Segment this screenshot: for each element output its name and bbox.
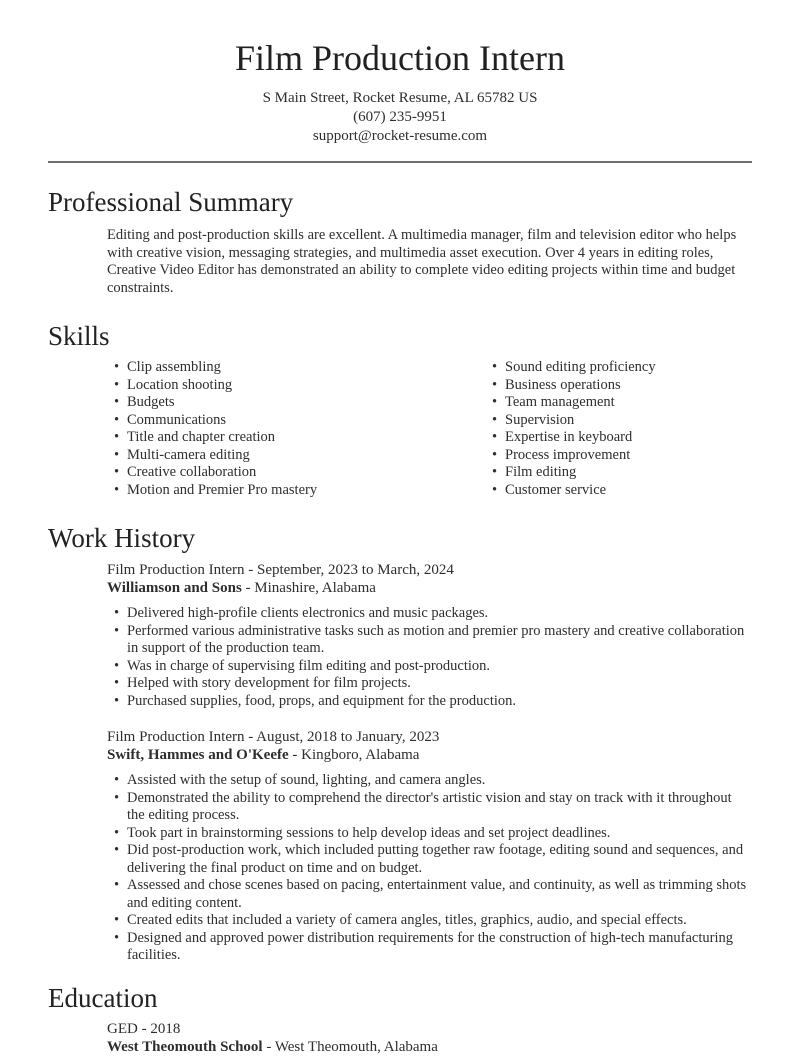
skill-item: • Film editing: [485, 464, 752, 482]
job-bullet: • Created edits that included a variety of camera angles, titles, graphics, audio, and special effects.: [107, 912, 752, 930]
job-bullet: • Demonstrated the ability to comprehend the director's artistic vision and stay on track with it throughout the editing process.: [107, 790, 752, 825]
contact-info: [48, 89, 752, 146]
section-skills: [48, 319, 752, 499]
job-bullet: • Assessed and chose scenes based on pacing, entertainment value, and continuity, as well as trimming shots and editing content.: [107, 877, 752, 912]
job-location: - Kingboro, Alabama: [292, 747, 420, 763]
education-location: - West Theomouth, Alabama: [266, 1038, 438, 1055]
job-entry-1: [48, 561, 752, 710]
job-company-line: [107, 746, 752, 764]
skill-item: • Customer service: [485, 482, 752, 500]
job-company: Swift, Hammes and O'Keefe: [107, 747, 289, 763]
skill-item: • Business operations: [485, 377, 752, 395]
job-header: [107, 728, 752, 764]
skill-item: • Location shooting: [107, 377, 426, 395]
job-company: Williamson and Sons: [107, 580, 242, 596]
section-education: [48, 981, 752, 1056]
resume-header: [48, 36, 752, 163]
job-title-line: Film Production Intern - August, 2018 to January, 2023: [107, 729, 440, 745]
skill-item: • Supervision: [485, 412, 752, 430]
job-bullet: • Delivered high-profile clients electronics and music packages.: [107, 605, 752, 623]
job-title-line: Film Production Intern - September, 2023 to March, 2024: [107, 562, 454, 578]
job-bullet: • Purchased supplies, food, props, and equipment for the production.: [107, 693, 752, 711]
job-entry-2: [48, 728, 752, 965]
skill-item: • Communications: [107, 412, 426, 430]
summary-text: Editing and post-production skills are excellent. A multimedia manager, film and television editor who helps with creative vision, messaging strategies, and multimedia asset execution. Over 4 years in editing roles, Creative Video Editor has demonstrated an ability to complete video editing projects within time and budget constraints.: [107, 227, 737, 296]
section-heading-work-history: Work History: [48, 523, 196, 553]
education-degree-line: GED - 2018: [107, 1020, 181, 1037]
skill-item: • Sound editing proficiency: [485, 359, 752, 377]
job-company-line: [107, 579, 752, 597]
job-bullet: • Assisted with the setup of sound, lighting, and camera angles.: [107, 772, 752, 790]
section-heading-education: Education: [48, 982, 158, 1013]
contact-phone: (607) 235-9951: [353, 109, 447, 125]
skill-item: • Process improvement: [485, 447, 752, 465]
education-school-line: [107, 1038, 752, 1056]
resume-title: Film Production Intern: [235, 38, 565, 78]
job-bullet: • Was in charge of supervising film editing and post-production.: [107, 658, 752, 676]
job-bullet: • Took part in brainstorming sessions to help develop ideas and set project deadlines.: [107, 825, 752, 843]
skills-columns: [48, 359, 752, 499]
education-school: West Theomouth School: [107, 1038, 263, 1055]
section-work-history: [48, 521, 752, 965]
header-divider: [48, 161, 752, 163]
skill-item: • Creative collaboration: [107, 464, 426, 482]
job-bullet: • Helped with story development for film projects.: [107, 675, 752, 693]
job-bullet: • Designed and approved power distribution requirements for the construction of high-tech manufacturing facilities.: [107, 930, 752, 965]
contact-email: support@rocket-resume.com: [312, 128, 488, 144]
skill-item: • Motion and Premier Pro mastery: [107, 482, 426, 500]
skills-column-right: [426, 359, 752, 499]
skill-item: • Expertise in keyboard: [485, 429, 752, 447]
job-bullet: • Did post-production work, which included putting together raw footage, editing sound and sequences, and delivering the final product on time and on budget.: [107, 842, 752, 877]
education-entry: [107, 1020, 752, 1056]
skill-item: • Multi-camera editing: [107, 447, 426, 465]
skills-column-left: [48, 359, 426, 499]
job-bullet-list: [48, 772, 752, 965]
contact-address: S Main Street, Rocket Resume, AL 65782 US: [262, 90, 538, 106]
job-location: - Minashire, Alabama: [245, 580, 376, 596]
job-bullet: • Performed various administrative tasks such as motion and premier pro mastery and creative collaboration in support of the production team.: [107, 623, 752, 658]
skill-item: • Clip assembling: [107, 359, 426, 377]
job-header: [107, 561, 752, 597]
job-bullet-list: [48, 605, 752, 710]
section-professional-summary: [48, 185, 752, 297]
skill-item: • Team management: [485, 394, 752, 412]
section-heading-skills: Skills: [48, 321, 110, 351]
section-heading-professional-summary: Professional Summary: [48, 187, 294, 217]
skill-item: • Budgets: [107, 394, 426, 412]
skill-item: • Title and chapter creation: [107, 429, 426, 447]
